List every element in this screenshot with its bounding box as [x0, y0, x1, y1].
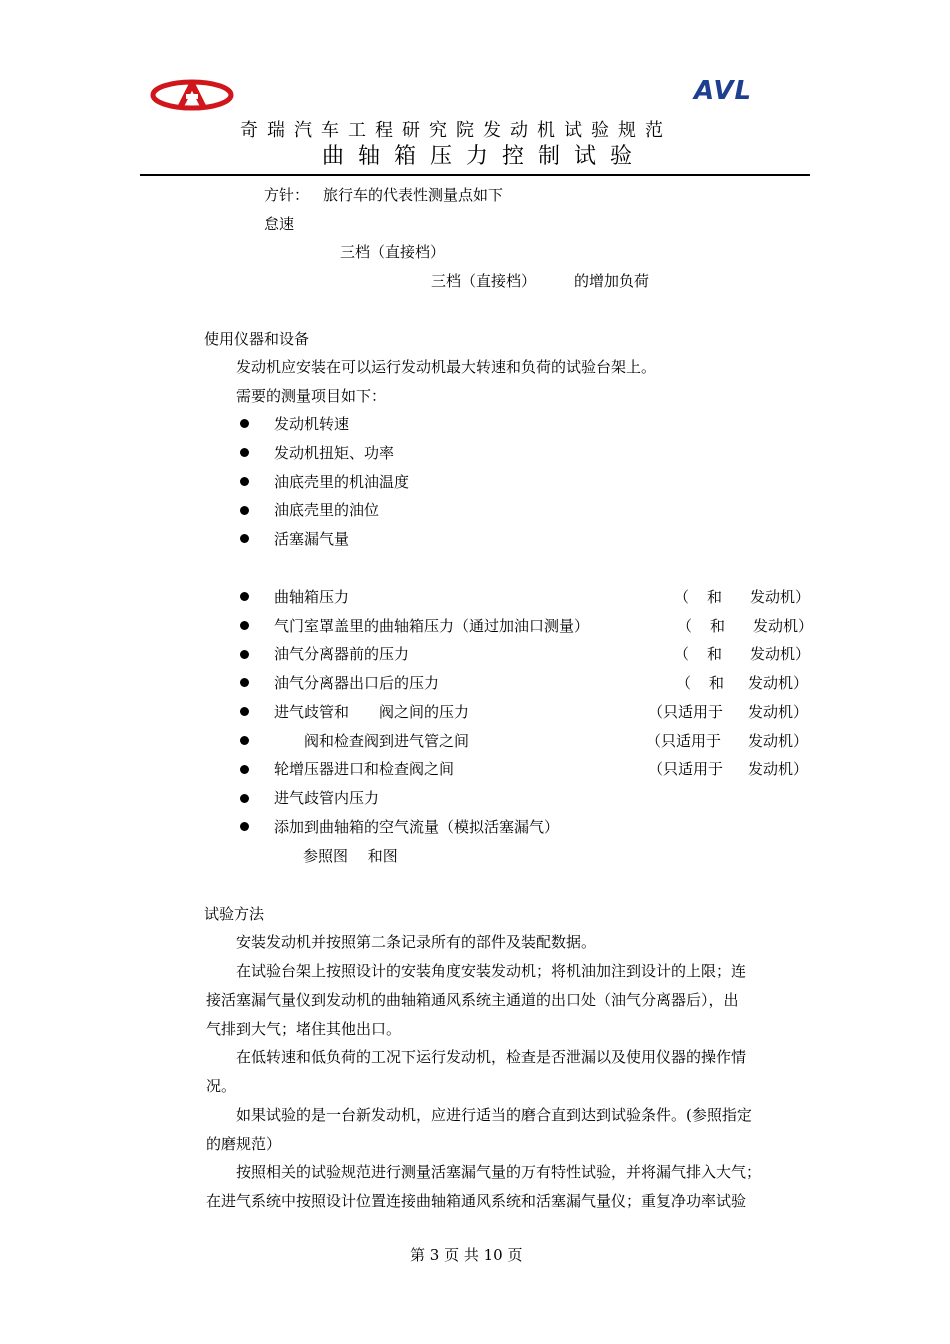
- list-item-note-engine: 发动机）: [750, 588, 811, 606]
- list-item: 油底壳里的油位: [274, 501, 380, 519]
- list-item-note-engine: 发动机）: [750, 645, 811, 663]
- list-item-note-open: （只适用于: [648, 703, 724, 721]
- list-item: 进气歧管和 阀之间的压力: [274, 703, 470, 721]
- method-line: 况。: [206, 1077, 237, 1095]
- list-item: 气门室罩盖里的曲轴箱压力（通过加油口测量）: [274, 617, 590, 635]
- page-number: 第 3 页 共 10 页: [410, 1246, 523, 1264]
- list-item-note-open: （只适用于: [648, 760, 724, 778]
- intro-idle: 怠速: [264, 215, 295, 233]
- list-item: 油底壳里的机油温度: [274, 473, 410, 491]
- list-item: 进气歧管内压力: [274, 789, 380, 807]
- header-rule: [140, 174, 810, 176]
- bullet-icon: [240, 506, 249, 515]
- bullet-icon: [240, 534, 249, 543]
- method-line: 在低转速和低负荷的工况下运行发动机，检查是否泄漏以及使用仪器的操作情: [236, 1048, 747, 1066]
- section-heading-method: 试验方法: [204, 905, 265, 923]
- equipment-paragraph-1: 发动机应安装在可以运行发动机最大转速和负荷的试验台架上。: [236, 358, 657, 376]
- bullet-icon: [240, 707, 249, 716]
- list-item-note-and: 和: [707, 588, 723, 606]
- list-item-note-open: （: [676, 674, 692, 692]
- method-line: 在进气系统中按照设计位置连接曲轴箱通风系统和活塞漏气量仪；重复净功率试验: [206, 1192, 747, 1210]
- bullet-icon: [240, 794, 249, 803]
- chery-logo: [150, 78, 234, 112]
- equipment-paragraph-2: 需要的测量项目如下：: [236, 387, 387, 405]
- list-item: 活塞漏气量: [274, 530, 350, 548]
- avl-logo: AVL: [694, 76, 753, 106]
- list-item: 轮增压器进口和检查阀之间: [274, 760, 455, 778]
- list-item: 曲轴箱压力: [274, 588, 350, 606]
- list-item-note-open: （: [674, 588, 690, 606]
- chery-logo-icon: [150, 78, 234, 112]
- intro-load: 的增加负荷: [574, 272, 650, 290]
- list-item-note-engine: 发动机）: [748, 703, 809, 721]
- method-line: 接活塞漏气量仪到发动机的曲轴箱通风系统主通道的出口处（油气分离器后），出: [206, 991, 739, 1009]
- method-line: 安装发动机并按照第二条记录所有的部件及装配数据。: [236, 933, 597, 951]
- bullet-icon: [240, 736, 249, 745]
- list-item-note-open: （: [674, 645, 690, 663]
- bullet-icon: [240, 448, 249, 457]
- list-item-note-open: （只适用于: [646, 732, 722, 750]
- method-line: 在试验台架上按照设计的安装角度安装发动机；将机油加注到设计的上限；连: [236, 962, 747, 980]
- list-item-note-and: 和: [710, 617, 726, 635]
- list-item-note-and: 和: [709, 674, 725, 692]
- intro-third-gear-2: 三档（直接档）: [431, 272, 537, 290]
- list-item: 发动机扭矩、功率: [274, 444, 395, 462]
- intro-third-gear: 三档（直接档）: [340, 243, 446, 261]
- bullet-icon: [240, 678, 249, 687]
- figure-reference: 参照图 和图: [303, 847, 398, 865]
- list-item-note-and: 和: [707, 645, 723, 663]
- bullet-icon: [240, 621, 249, 630]
- list-item-note-open: （: [677, 617, 693, 635]
- method-line: 按照相关的试验规范进行测量活塞漏气量的万有特性试验，并将漏气排入大气；: [236, 1163, 762, 1181]
- method-line: 如果试验的是一台新发动机，应进行适当的磨合直到达到试验条件。(参照指定: [236, 1106, 752, 1124]
- bullet-icon: [240, 765, 249, 774]
- list-item-note-engine: 发动机）: [748, 732, 809, 750]
- bullet-icon: [240, 419, 249, 428]
- list-item: 油气分离器出口后的压力: [274, 674, 440, 692]
- header-title: 奇瑞汽车工程研究院发动机试验规范: [240, 120, 672, 141]
- bullet-icon: [240, 477, 249, 486]
- list-item: 发动机转速: [274, 415, 350, 433]
- list-item: 阀和检查阀到进气管之间: [274, 732, 470, 750]
- intro-label: 方针：: [264, 186, 310, 204]
- list-item-note-engine: 发动机）: [748, 760, 809, 778]
- intro-text: 旅行车的代表性测量点如下: [323, 186, 504, 204]
- method-line: 气排到大气；堵住其他出口。: [206, 1020, 402, 1038]
- method-line: 的磨规范）: [206, 1135, 282, 1153]
- list-item-note-engine: 发动机）: [753, 617, 814, 635]
- bullet-icon: [240, 822, 249, 831]
- bullet-icon: [240, 650, 249, 659]
- list-item-note-engine: 发动机）: [748, 674, 809, 692]
- document-title: 曲轴箱压力控制试验: [322, 144, 647, 169]
- bullet-icon: [240, 592, 249, 601]
- section-heading-equipment: 使用仪器和设备: [204, 330, 310, 348]
- list-item: 油气分离器前的压力: [274, 645, 410, 663]
- list-item: 添加到曲轴箱的空气流量（模拟活塞漏气）: [274, 818, 560, 836]
